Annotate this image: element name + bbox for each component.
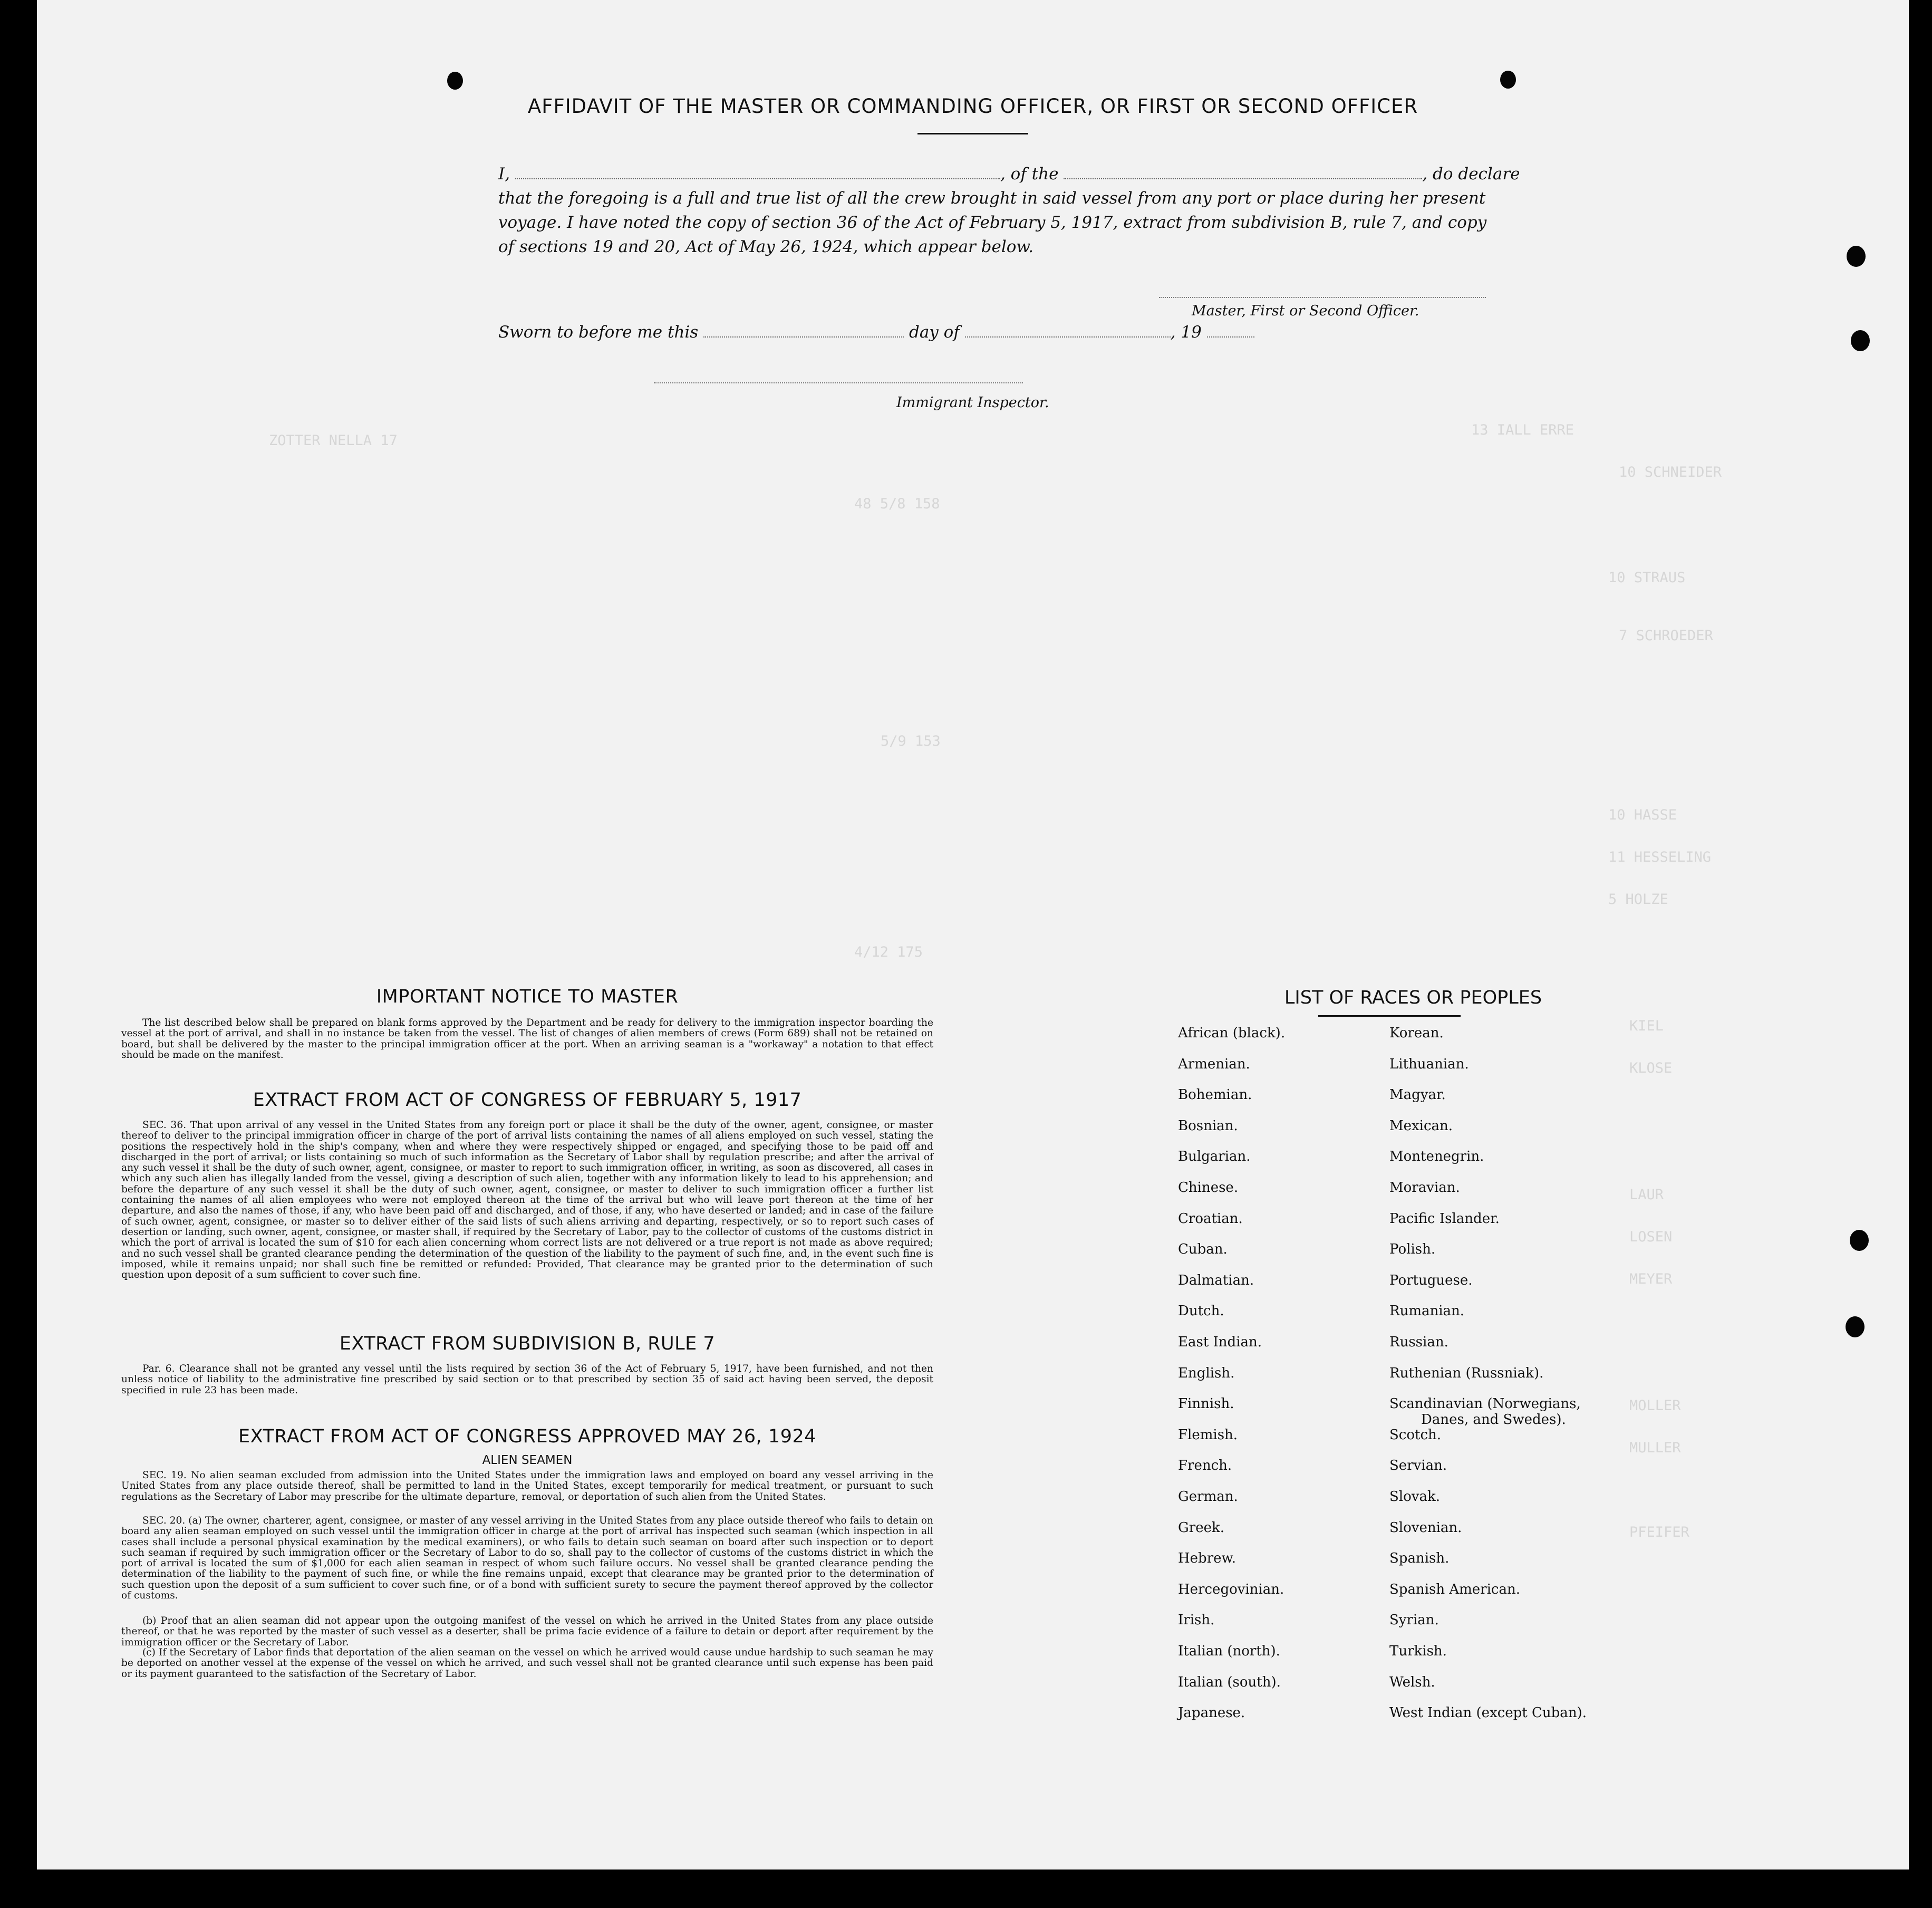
race-item: Italian (south). <box>1178 1674 1281 1690</box>
master-label: Master, First or Second Officer. <box>1192 303 1419 319</box>
declaration-of-the: , of the <box>1000 165 1059 184</box>
notice-body: The list described below shall be prepared on blank forms approved by the Department and be ready for delivery to the immigration inspector boarding the vessel at the port of arrival, and shall in no instance be taken from the vessel. The list of changes of alien members of crews (Form 689) shall not be retained on board, but shall be delivered by the master to the principal immigration officer at the port. When an arriving seaman is a "workaway" a notation to that effect should be made on the manifest. <box>121 1017 933 1061</box>
race-item: Bulgarian. <box>1178 1149 1251 1165</box>
sworn-year: , 19 <box>1170 323 1202 342</box>
race-item: Slovak. <box>1389 1489 1440 1505</box>
inspector-signature-line <box>654 382 1023 383</box>
race-item: Rumanian. <box>1389 1303 1465 1319</box>
declaration-line-1 <box>498 165 1520 184</box>
sec19-body: SEC. 19. No alien seaman excluded from admission into the United States under the immigration laws and employed on board any vessel arriving in the United States from any place outside thereof, shall be permitted to land in the United States, except temporarily for medical treatment, or pursuant to such regulations as the Secretary of Labor may prescribe for the ultimate departure, removal, or deportation of such alien from the United States. <box>121 1470 933 1502</box>
race-item: Scandinavian (Norwegians, Danes, and Swedes). <box>1389 1396 1581 1428</box>
races-underline <box>1318 1015 1461 1017</box>
race-item: English. <box>1178 1365 1235 1381</box>
race-item: Armenian. <box>1178 1056 1250 1072</box>
race-item: Moravian. <box>1389 1180 1460 1196</box>
race-item: Bosnian. <box>1178 1117 1238 1134</box>
race-item: Spanish American. <box>1389 1581 1521 1597</box>
race-item: Japanese. <box>1178 1705 1245 1721</box>
race-item: Spanish. <box>1389 1550 1450 1567</box>
declaration-i: I, <box>498 165 510 184</box>
sworn-line <box>498 323 1254 342</box>
sworn-start: Sworn to before me this <box>498 323 699 342</box>
extract-rule7-body: Par. 6. Clearance shall not be granted any vessel until the lists required by section 36 of the Act of February 5, 1917, have been furnished, and not then unless notice of liability to the administrative fine prescribed by said section or to that prescribed by section 35 of said act having been served, the deposit specified in rule 23 has been made. <box>121 1363 933 1396</box>
race-item: Greek. <box>1178 1519 1224 1536</box>
races-title: LIST OF RACES OR PEOPLES <box>1284 987 1542 1008</box>
race-item: Flemish. <box>1178 1427 1238 1443</box>
extract-1924-title: EXTRACT FROM ACT OF CONGRESS APPROVED MAY 26, 1924 <box>238 1426 817 1447</box>
race-item: Irish. <box>1178 1612 1215 1628</box>
punch-hole <box>1847 246 1866 267</box>
race-item: Dutch. <box>1178 1303 1224 1319</box>
sworn-day-of: day of <box>909 323 960 342</box>
race-item: Ruthenian (Russniak). <box>1389 1365 1544 1381</box>
race-item: Magyar. <box>1389 1087 1446 1103</box>
race-item: Syrian. <box>1389 1612 1439 1628</box>
race-item: Croatian. <box>1178 1210 1243 1227</box>
race-item: Finnish. <box>1178 1396 1234 1412</box>
punch-hole <box>1846 1316 1865 1337</box>
race-item: West Indian (except Cuban). <box>1389 1705 1587 1721</box>
declaration-line-3: voyage. I have noted the copy of section 36 of the Act of February 5, 1917, extract from subdivision B, rule 7, and copy <box>498 213 1487 232</box>
race-item: Polish. <box>1389 1241 1436 1258</box>
affidavit-title: AFFIDAVIT OF THE MASTER OR COMMANDING OFFICER, OR FIRST OR SECOND OFFICER <box>527 95 1418 118</box>
race-item: Servian. <box>1389 1458 1447 1474</box>
race-item: Montenegrin. <box>1389 1149 1484 1165</box>
master-signature-line <box>1159 296 1486 298</box>
race-item: German. <box>1178 1489 1238 1505</box>
race-item: Korean. <box>1389 1025 1444 1041</box>
extract-1917-title: EXTRACT FROM ACT OF CONGRESS OF FEBRUARY 5, 1917 <box>253 1090 802 1111</box>
race-item: Scotch. <box>1389 1427 1442 1443</box>
race-item: Pacific Islander. <box>1389 1210 1500 1227</box>
race-item: African (black). <box>1178 1025 1286 1041</box>
name-blank <box>515 167 1000 179</box>
race-item: Hercegovinian. <box>1178 1581 1284 1597</box>
punch-hole <box>1850 1230 1869 1251</box>
declaration-line-2: that the foregoing is a full and true list of all the crew brought in said vessel from any port or place during her present <box>498 189 1486 208</box>
race-item: Welsh. <box>1389 1674 1435 1690</box>
notice-title: IMPORTANT NOTICE TO MASTER <box>376 986 679 1007</box>
extract-1924-subtitle: ALIEN SEAMEN <box>482 1453 573 1467</box>
race-item: Russian. <box>1389 1334 1448 1350</box>
race-item: Bohemian. <box>1178 1087 1252 1103</box>
declaration-line-4: of sections 19 and 20, Act of May 26, 1924, which appear below. <box>498 237 1034 256</box>
race-item: Chinese. <box>1178 1180 1239 1196</box>
inspector-label: Immigrant Inspector. <box>896 394 1049 411</box>
race-item: Hebrew. <box>1178 1550 1236 1567</box>
sec20c-body: (c) If the Secretary of Labor finds that deportation of the alien seaman on the vessel on which he arrived would cause undue hardship to such seaman he may be deported on another vessel at the expense of the vessel on which he arrived, and such vessel shall not be granted clearance until such expense has been paid or its payment guaranteed to the satisfaction of the Secretary of Labor. <box>121 1647 933 1680</box>
document-page: ZOTTER NELLA 17 48 5/8 158 13 IALL ERRE 10 SCHNEIDER 10 STRAUS 7 SCHROEDER 10 HASSE 11 HESSELING 5 HOLZE KIEL KLOSE LAUR LOSEN MEYER MOLLER MULLER PFEIFER 5/9 153 4/12 175 AFFIDAVIT OF THE MASTER OR COMMANDING OFFICER, OR FIRST OR SECOND OFFICER I, , of the , do declare that the foregoing is a full and true list of all the crew brought in said vessel from any port or place during her present voyage. I have noted the copy of section 36 of the Act of February 5, 1917, extract from subdivision B, rule 7, and copy of sections 19 and 20, Act of May 26, 1924, which appear below. Master, First or Second Officer. Sworn to before me this day of , 19 Immigrant Inspector. IMPORTANT NOTICE TO MASTER The list described below shall be prepared on blank forms approved by the Department and be ready for delivery to the immigration inspector boarding the vessel at the port of arrival, and shall in no instance be taken from the vessel. The list of changes of alien members of crews (Form 689) shall not be retained on board, but shall be delivered by the master to the principal immigration officer at the port. When an arriving seaman is a "workaway" a notation to that effect should be made on the manifest. EXTRACT FROM ACT OF CONGRESS OF FEBRUARY 5, 1917 SEC. 36. That upon arrival of any vessel in the United States from any foreign port or place it shall be the duty of the owner, agent, consignee, or master thereof to deliver to the principal immigration officer in charge of the port of arrival lists containing the names of all aliens employed on such vessel, stating the positions the respectively hold in the ship's company, when and where they were respectively shipped or engaged, and specifying those to be paid off and discharged in the port of arrival; or lists containing so much of such information as the Secretary of Labor shall by regulation prescribe; and after the arrival of any such vessel it shall be the duty of such owner, agent, consignee, or master to report to such immigration officer, in writing, as soon as discovered, all cases in which any such alien has illegally landed from the vessel, giving a description of such alien, together with any information likely to lead to his apprehension; and before the departure of any such vessel it shall be the duty of such owner, agent, consignee, or master to deliver to such immigration officer a further list containing the names of all alien employees who were not employed thereon at the time of the arrival but who will leave port thereon at the time of her departure, and also the names of those, if any, who have been paid off and discharged, and of those, if any, who have deserted or landed; and in case of the failure of such owner, agent, consignee, or master so to deliver either of the said lists of such aliens arriving and departing, respectively, or so to report such cases of desertion or landing, such owner, agent, consignee, or master shall, if required by the Secretary of Labor, pay to the collector of customs of the customs district in which the port of arrival is located the sum of $10 for each alien concerning whom correct lists are not delivered or a true report is not made as above required; and no such vessel shall be granted clearance pending the determination of the question of the liability to the payment of such fine, and, in the event such fine is imposed, while it remains unpaid; nor shall such fine be remitted or refunded: Provided, That clearance may be granted prior to the determination of such question upon deposit of a sum sufficient to cover such fine. EXTRACT FROM SUBDIVISION B, RULE 7 Par. 6. Clearance shall not be granted any vessel until the lists required by section 36 of the Act of February 5, 1917, have been furnished, and not then unless notice of liability to the administrative fine prescribed by said section or to that prescribed by section 35 of said act having been served, the deposit specified in rule 23 has been made. EXTRACT FROM ACT OF CONGRESS APPROVED MAY 26, 1924 ALIEN SEAMEN SEC. 19. No alien seaman excluded from admission into the United States under the immigration laws and employed on board any vessel arriving in the United States from any place outside thereof, shall be permitted to land in the United States, except temporarily for medical treatment, or pursuant to such regulations as the Secretary of Labor may prescribe for the ultimate departure, removal, or deportation of such alien from the United States. SEC. 20. (a) The owner, charterer, agent, consignee, or master of any vessel arriving in the United States from any place outside thereof who fails to detain on board any alien seaman employed on such vessel until the immigration officer in charge at the port of arrival has inspected such seaman (which inspection in all cases shall include a personal physical examination by the medical examiners), or who fails to detain such seaman on board after such inspection or to deport such seaman if required by such immigration officer or the Secretary of Labor to do so, shall pay to the collector of customs of the customs district in which the port of arrival is located the sum of $1,000 for each alien seaman in respect of whom such failure occurs. No vessel shall be granted clearance pending the determination of the liability to the payment of such fine, or while the fine remains unpaid, except that clearance may be granted prior to the determination of such question upon the deposit of a sum sufficient to cover such fine, or of a bond with sufficient surety to secure the payment thereof approved by the collector of customs. (b) Proof that an alien seaman did not appear upon the outgoing manifest of the vessel on which he arrived in the United States from any place outside thereof, or that he was reported by the master of such vessel as a deserter, shall be prima facie evidence of a failure to detain or deport after requirement by the immigration officer or the Secretary of Labor. (c) If the Secretary of Labor finds that deportation of the alien seaman on the vessel on which he arrived would cause undue hardship to such seaman he may be deported on another vessel at the expense of the vessel on which he arrived, and such vessel shall not be granted clearance until such expense has been paid or its payment guaranteed to the satisfaction of the Secretary of Labor. LIST OF RACES OR PEOPLES African (black). Armenian. Bohemian. Bosnian. Bulgarian. Chinese. Croatian. Cuban. Dalmatian. Dutch. East Indian. English. Finnish. Flemish. French. German. Greek. Hebrew. Hercegovinian. Irish. Italian (north). Italian (south). Japanese. Korean. Lithuanian. Magyar. Mexican. Montenegrin. Moravian. Pacific Islander. Polish. Portuguese. Rumanian. Russian. Ruthenian (Russniak). Scandinavian (Norwegians, Danes, and Swedes). Scotch. Servian. Slovak. Slovenian. Spanish. Spanish American. Syrian. Turkish. Welsh. West Indian (except Cuban). <box>37 0 1909 1870</box>
race-item: Italian (north). <box>1178 1643 1280 1659</box>
sworn-date-blank <box>703 325 904 338</box>
sworn-year-blank <box>1207 325 1254 338</box>
punch-hole <box>1851 330 1870 351</box>
race-item: East Indian. <box>1178 1334 1262 1350</box>
title-underline <box>917 133 1028 134</box>
vessel-blank <box>1064 167 1422 179</box>
punch-hole <box>1500 71 1516 89</box>
race-item: Lithuanian. <box>1389 1056 1469 1072</box>
punch-hole <box>447 72 463 90</box>
extract-1917-body: SEC. 36. That upon arrival of any vessel in the United States from any foreign port or place it shall be the duty of the owner, agent, consignee, or master thereof to deliver to the principal immigration officer in charge of the port of arrival lists containing the names of all aliens employed on such vessel, stating the positions the respectively hold in the ship's company, when and where they were respectively shipped or engaged, and specifying those to be paid off and discharged in the port of arrival; or lists containing so much of such information as the Secretary of Labor shall by regulation prescribe; and after the arrival of any such vessel it shall be the duty of such owner, agent, consignee, or master to report to such immigration officer, in writing, as soon as discovered, all cases in which any such alien has illegally landed from the vessel, giving a description of such alien, together with any information likely to lead to his apprehension; and before the departure of any such vessel it shall be the duty of such owner, agent, consignee, or master to deliver to such immigration officer a further list containing the names of all alien employees who were not employed thereon at the time of the arrival but who will leave port thereon at the time of her departure, and also the names of those, if any, who have been paid off and discharged, and of those, if any, who have deserted or landed; and in case of the failure of such owner, agent, consignee, or master so to deliver either of the said lists of such aliens arriving and departing, respectively, or so to report such cases of desertion or landing, such owner, agent, consignee, or master shall, if required by the Secretary of Labor, pay to the collector of customs of the customs district in which the port of arrival is located the sum of $10 for each alien concerning whom correct lists are not delivered or a true report is not made as above required; and no such vessel shall be granted clearance pending the determination of the question of the liability to the payment of such fine, and, in the event such fine is imposed, while it remains unpaid; nor shall such fine be remitted or refunded: Provided, That clearance may be granted prior to the determination of such question upon deposit of a sum sufficient to cover such fine. <box>121 1120 933 1281</box>
sworn-month-blank <box>965 325 1171 338</box>
declaration-end: , do declare <box>1422 165 1520 184</box>
race-item: Slovenian. <box>1389 1519 1462 1536</box>
sec20a-body: SEC. 20. (a) The owner, charterer, agent, consignee, or master of any vessel arriving in the United States from any place outside thereof who fails to detain on board any alien seaman employed on such vessel until the immigration officer in charge at the port of arrival has inspected such seaman (which inspection in all cases shall include a personal physical examination by the medical examiners), or who fails to detain such seaman on board after such inspection or to deport such seaman if required by such immigration officer or the Secretary of Labor to do so, shall pay to the collector of customs of the customs district in which the port of arrival is located the sum of $1,000 for each alien seaman in respect of whom such failure occurs. No vessel shall be granted clearance pending the determination of the liability to the payment of such fine, or while the fine remains unpaid, except that clearance may be granted prior to the determination of such question upon the deposit of a sum sufficient to cover such fine, or of a bond with sufficient surety to secure the payment thereof approved by the collector of customs. <box>121 1515 933 1602</box>
race-item: French. <box>1178 1458 1232 1474</box>
race-item: Portuguese. <box>1389 1272 1473 1288</box>
race-item: Turkish. <box>1389 1643 1447 1659</box>
extract-rule7-title: EXTRACT FROM SUBDIVISION B, RULE 7 <box>339 1333 716 1354</box>
race-item: Dalmatian. <box>1178 1272 1254 1288</box>
race-item: Cuban. <box>1178 1241 1228 1258</box>
sec20b-body: (b) Proof that an alien seaman did not appear upon the outgoing manifest of the vessel on which he arrived in the United States from any place outside thereof, or that he was reported by the master of such vessel as a deserter, shall be prima facie evidence of a failure to detain or deport after requirement by the immigration officer or the Secretary of Labor. <box>121 1615 933 1648</box>
race-item: Mexican. <box>1389 1117 1453 1134</box>
